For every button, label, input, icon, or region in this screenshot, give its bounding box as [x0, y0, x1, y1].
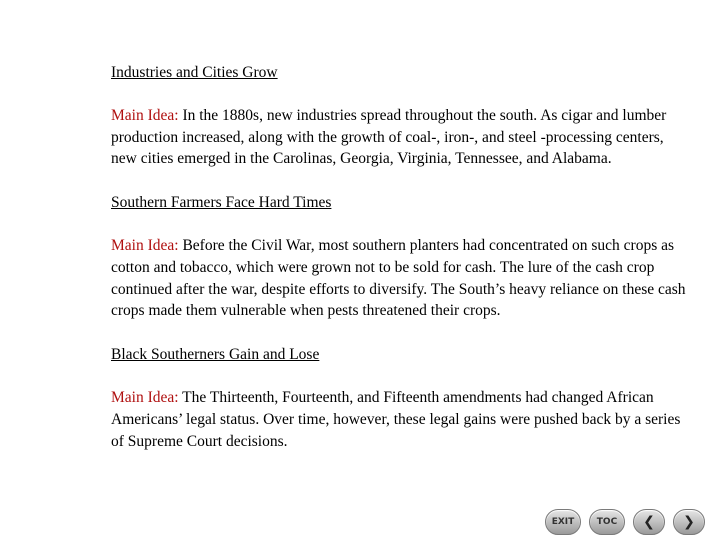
next-button[interactable] — [673, 509, 705, 535]
section-paragraph-black-southerners — [111, 387, 691, 452]
main-idea-label: Main Idea: — [111, 106, 179, 124]
slide-navigation — [545, 509, 705, 535]
previous-button[interactable] — [633, 509, 665, 535]
chevron-left-icon: ❮ — [643, 514, 655, 530]
main-idea-text: The Thirteenth, Fourteenth, and Fifteenth amendments had changed African Americans’ legal status. Over time, however, these legal gains were pushed back by a series of Supreme Court decisions. — [111, 388, 681, 450]
section-paragraph-farmers — [111, 235, 691, 322]
section-heading-farmers: Southern Farmers Face Hard Times — [111, 194, 332, 212]
main-idea-text: Before the Civil War, most southern planters had concentrated on such crops as cotton and tobacco, which were grown not to be sold for cash. The lure of the cash crop continued after the war, despite efforts to diversify. The South’s heavy reliance on these cash crops made them vulnerable when pests threatened their crops. — [111, 236, 686, 320]
chevron-right-icon: ❯ — [683, 514, 695, 530]
section-heading-industries: Industries and Cities Grow — [111, 64, 278, 81]
main-idea-label: Main Idea: — [111, 388, 179, 406]
main-idea-text: In the 1880s, new industries spread throughout the south. As cigar and lumber production increased, along with the growth of coal-, iron-, and steel -processing centers, new cities emerged in the Carolinas, Georgia, Virginia, Tennessee, and Alabama. — [111, 106, 667, 168]
exit-button[interactable]: EXIT — [545, 509, 581, 535]
section-paragraph-industries — [111, 105, 691, 170]
section-heading-black-southerners: Black Southerners Gain and Lose — [111, 346, 320, 364]
toc-button[interactable]: TOC — [589, 509, 625, 535]
slide-content — [111, 62, 691, 474]
main-idea-label: Main Idea: — [111, 236, 179, 254]
